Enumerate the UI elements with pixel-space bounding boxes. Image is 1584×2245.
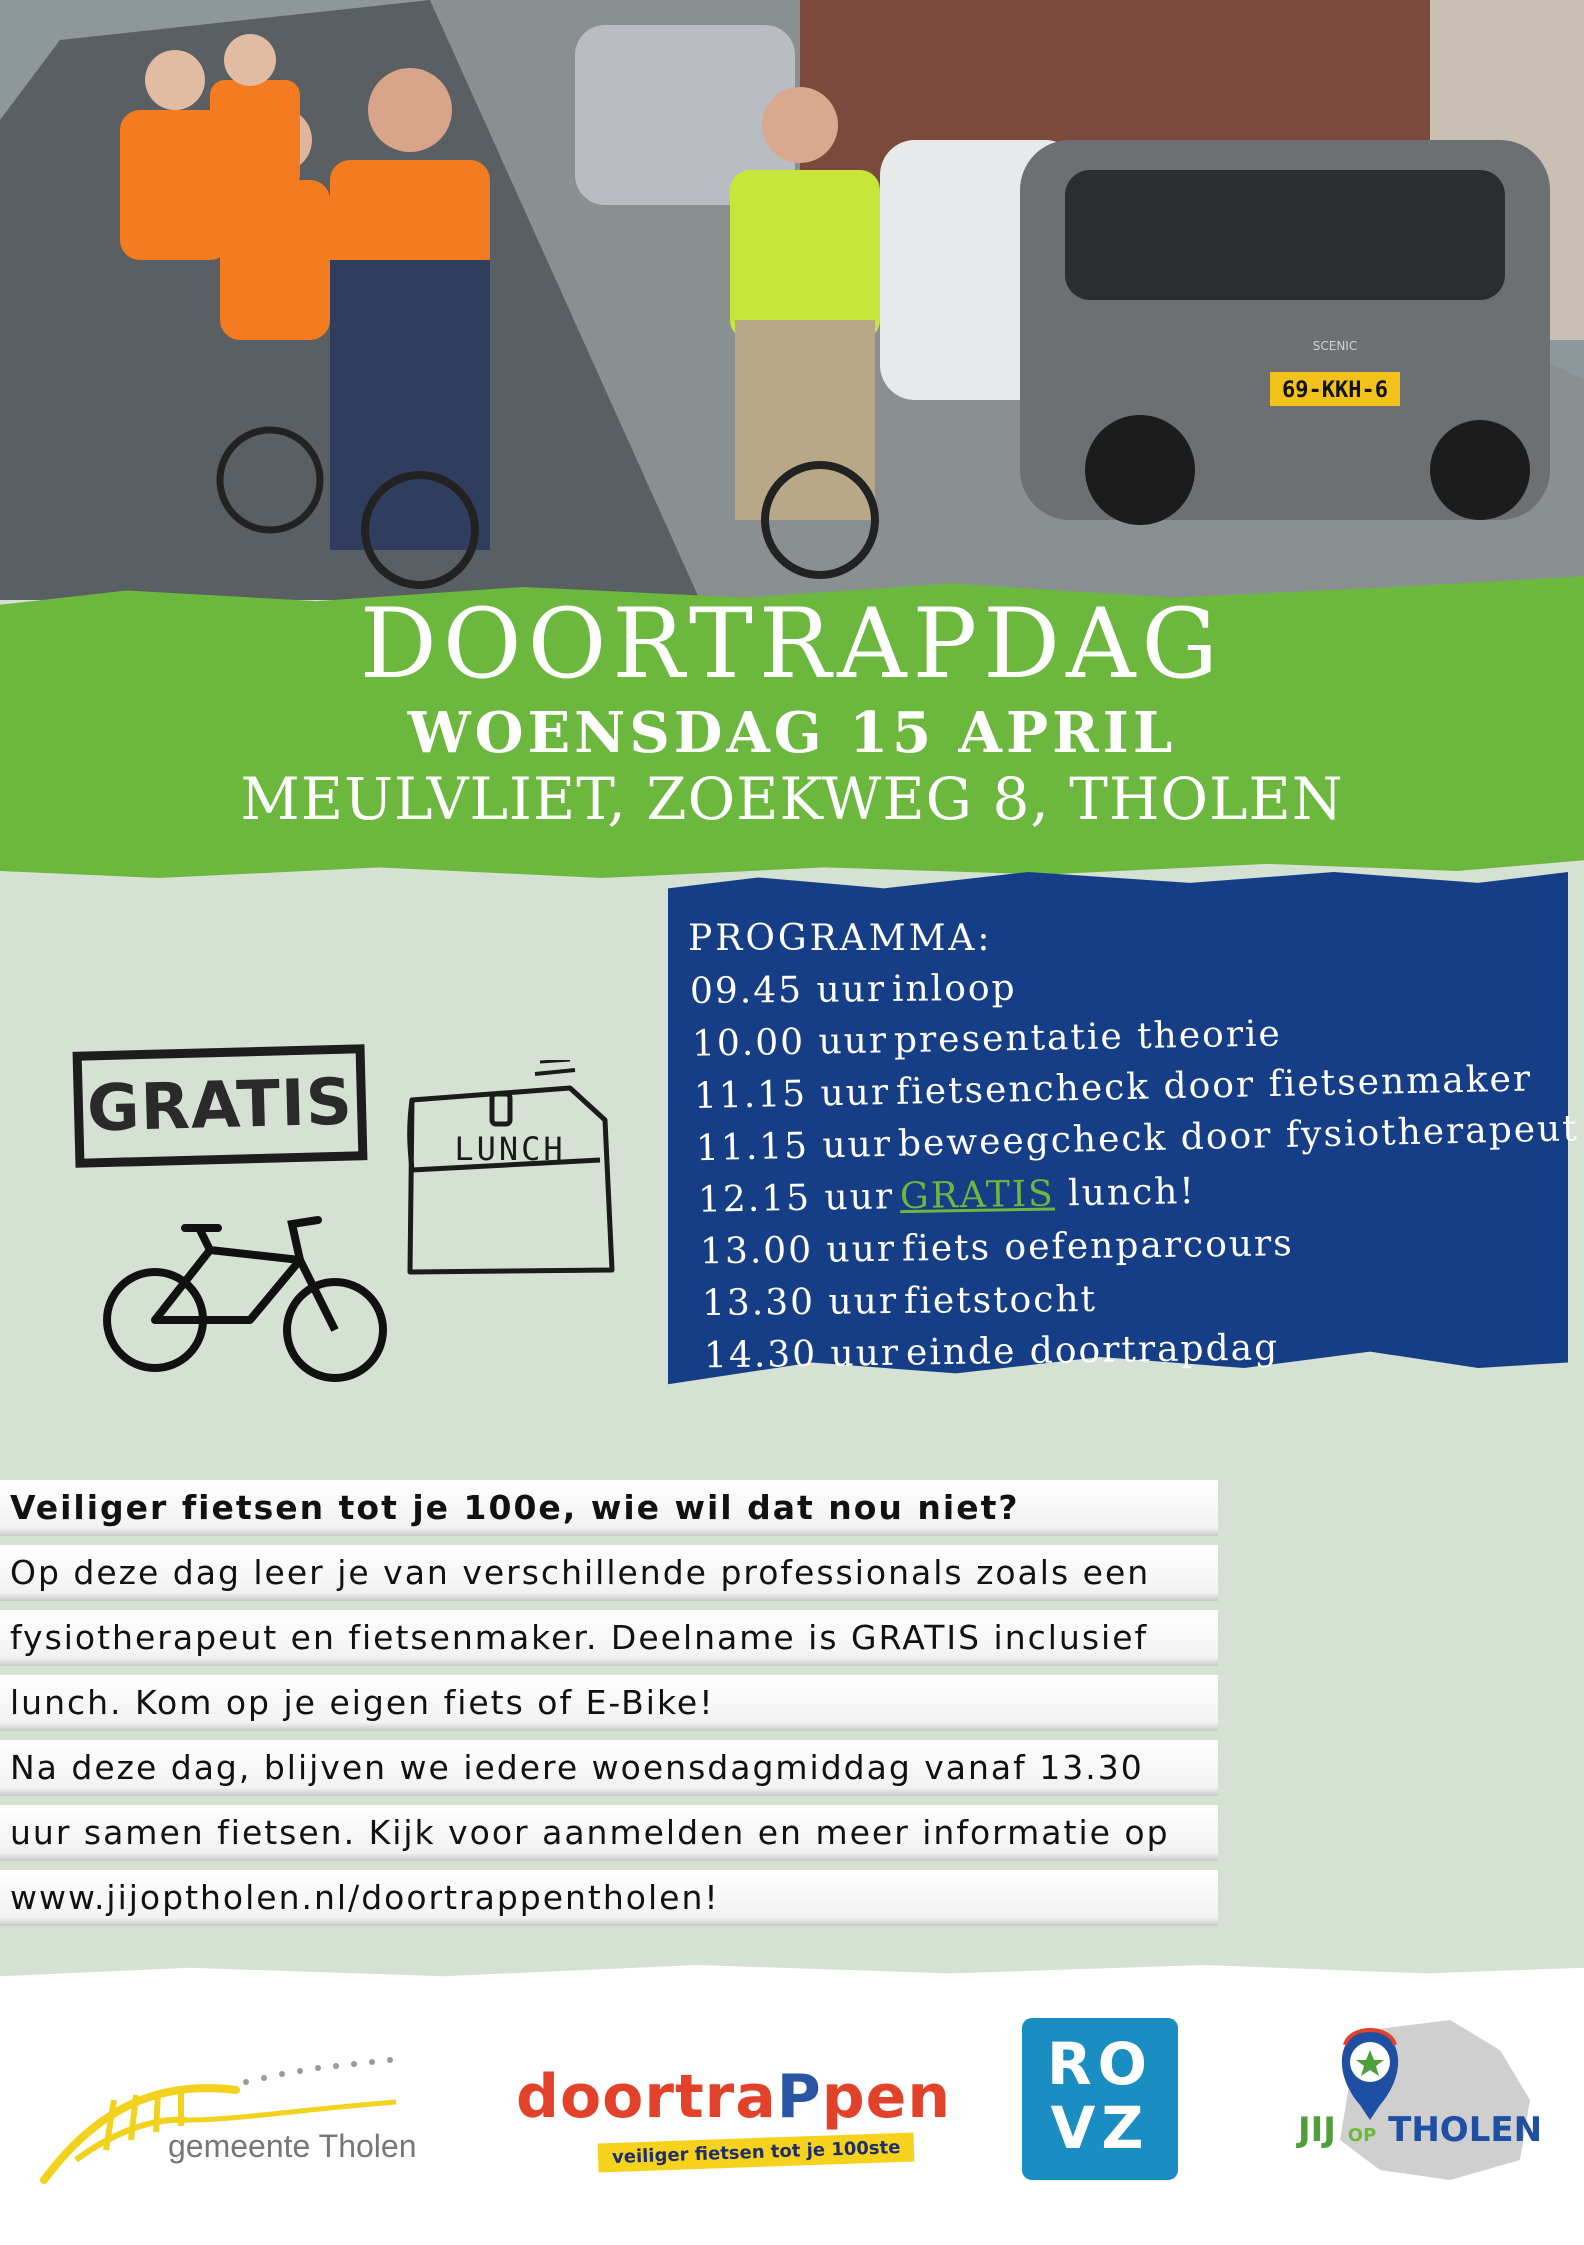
program-item xyxy=(697,1171,1197,1221)
program-time: 14.30 uur xyxy=(703,1332,901,1377)
header-photo xyxy=(0,0,1584,600)
event-title: DOORTRAPDAG xyxy=(359,588,1225,700)
event-date: WOENSDAG 15 APRIL xyxy=(407,700,1177,766)
program-time: 11.15 uur xyxy=(693,1071,891,1118)
doortrappen-logo xyxy=(516,2062,951,2132)
cyclists-street-illustration xyxy=(0,0,1584,600)
gratis-badge-text: GRATIS xyxy=(86,1065,354,1147)
bicycle-icon xyxy=(100,1210,400,1390)
jij-logo-word: JIJ xyxy=(1298,2110,1336,2150)
doortrappen-logo-p: P xyxy=(776,2062,822,2132)
tholen-logo-word: THOLEN xyxy=(1388,2110,1543,2150)
program-time: 10.00 uur xyxy=(691,1020,889,1065)
info-line: uur samen fietsen. Kijk voor aanmelden en meer informatie op xyxy=(0,1805,1218,1861)
program-time: 12.15 uur xyxy=(697,1176,895,1221)
program-item xyxy=(689,967,1017,1013)
jij-op-tholen-map-icon xyxy=(1300,2010,1543,2190)
program-item xyxy=(691,1013,1283,1065)
program-item xyxy=(699,1223,1294,1273)
info-headline: Veiliger fietsen tot je 100e, wie wil dat nou niet? xyxy=(0,1480,1218,1536)
doortrappen-logo-part: pen xyxy=(821,2062,952,2132)
program-activity: fietstocht xyxy=(903,1278,1098,1322)
program-activity: fietsencheck door fietsenmaker xyxy=(895,1058,1533,1113)
rovz-logo xyxy=(1022,2018,1178,2180)
jij-op-tholen-logo xyxy=(1298,2110,1542,2150)
program-item xyxy=(703,1327,1280,1377)
lunch-label: LUNCH xyxy=(454,1130,566,1168)
program-time: 09.45 uur xyxy=(689,968,887,1013)
gemeente-tholen-logo: gemeente Tholen xyxy=(168,2128,417,2164)
program-activity: fiets oefenparcours xyxy=(901,1223,1294,1270)
info-line: Op deze dag leer je van verschillende professionals zoals een xyxy=(0,1545,1218,1601)
program-activity: lunch! xyxy=(1054,1171,1197,1215)
program-time: 13.00 uur xyxy=(699,1228,897,1273)
program-item xyxy=(701,1278,1098,1325)
doortrappen-logo-part: doortra xyxy=(516,2062,777,2132)
program-item xyxy=(693,1058,1533,1118)
info-link[interactable]: www.jijoptholen.nl/doortrappentholen! xyxy=(0,1870,1218,1926)
op-logo-word: OP xyxy=(1347,2125,1377,2146)
rovz-logo-bottom: VZ xyxy=(1050,2094,1150,2162)
program-activity: presentatie theorie xyxy=(893,1013,1283,1062)
rovz-logo-top: RO xyxy=(1047,2030,1153,2098)
info-line: Na deze dag, blijven we iedere woensdagmiddag vanaf 13.30 xyxy=(0,1740,1218,1796)
program-activity: inloop xyxy=(891,967,1017,1010)
gemeente-tholen-logo-icon xyxy=(36,2040,416,2190)
gratis-highlight: GRATIS xyxy=(899,1173,1056,1218)
event-location: MEULVLIET, ZOEKWEG 8, THOLEN xyxy=(240,765,1344,833)
program-item xyxy=(695,1108,1580,1170)
program-time: 11.15 uur xyxy=(695,1123,893,1170)
info-line: lunch. Kom op je eigen fiets of E-Bike! xyxy=(0,1675,1218,1731)
doortrappen-tagline: veiliger fietsen tot je 100ste xyxy=(598,2132,915,2172)
program-activity: einde doortrapdag xyxy=(905,1327,1280,1374)
lunch-bag-icon xyxy=(400,1060,620,1280)
gratis-badge xyxy=(73,1044,368,1168)
program-time: 13.30 uur xyxy=(701,1280,899,1325)
car-model-text: SCENIC xyxy=(1312,339,1358,353)
license-plate-text: 69-KKH-6 xyxy=(1282,378,1388,403)
program-activity: beweegcheck door fysiotherapeut xyxy=(897,1108,1580,1165)
program-heading: PROGRAMMA: xyxy=(688,918,993,959)
info-line: fysiotherapeut en fietsenmaker. Deelname is GRATIS inclusief xyxy=(0,1610,1218,1666)
